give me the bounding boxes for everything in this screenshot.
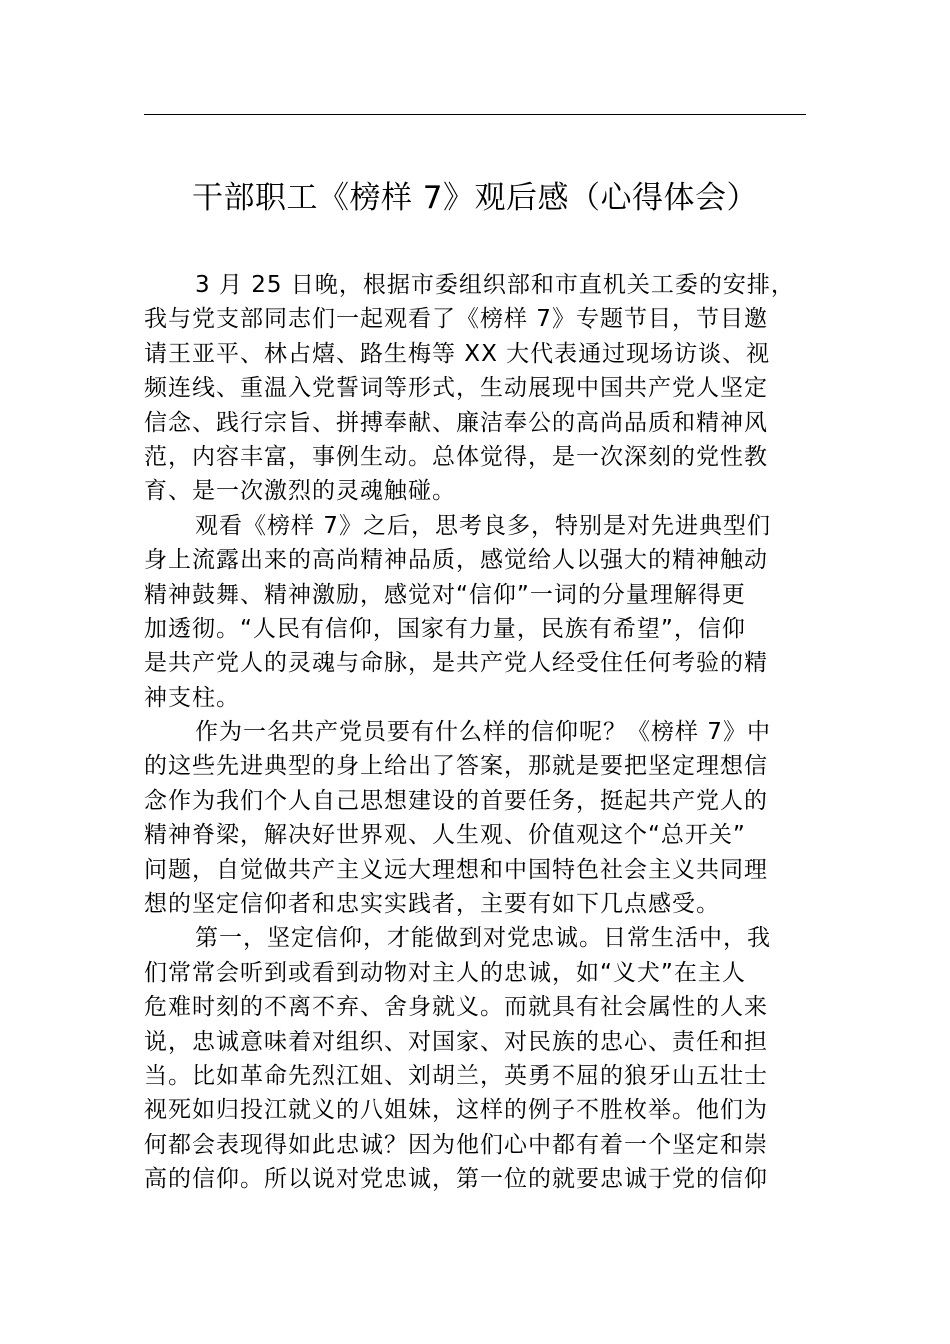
text-line: 3 月 25 日晚，根据市委组织部和市直机关工委的安排， xyxy=(195,272,795,298)
text-line: 加透彻。“人民有信仰，国家有力量，民族有希望”，信仰 xyxy=(144,615,746,642)
text-line: 我与党支部同志们一起观看了《榜样 7》专题节目，节目邀 xyxy=(144,306,768,333)
text-line: 精神鼓舞、精神激励，感觉对“信仰”一词的分量理解得更 xyxy=(144,581,746,608)
document-title: 干部职工《榜样 7》观后感（心得体会） xyxy=(191,180,759,216)
text-line: 请王亚平、林占熺、路生梅等 XX 大代表通过现场访谈、视 xyxy=(144,340,771,367)
text-line: 们常常会听到或看到动物对主人的忠诚，如“义犬”在主人 xyxy=(144,959,746,986)
text-line: 育、是一次激烈的灵魂触碰。 xyxy=(144,478,456,505)
header-rule xyxy=(144,114,806,115)
paragraph-3 xyxy=(144,715,814,921)
text-line: 念作为我们个人自己思想建设的首要任务，挺起共产党人的 xyxy=(144,787,768,814)
text-line: 问题，自觉做共产主义远大理想和中国特色社会主义共同理 xyxy=(144,856,768,883)
document-body xyxy=(144,268,814,1197)
paragraph-2 xyxy=(144,509,814,715)
text-line: 说，忠诚意味着对组织、对国家、对民族的忠心、责任和担 xyxy=(144,1028,768,1055)
text-line: 想的坚定信仰者和忠实实践者，主要有如下几点感受。 xyxy=(144,891,720,918)
text-line: 是共产党人的灵魂与命脉，是共产党人经受住任何考验的精 xyxy=(144,650,768,677)
text-line: 身上流露出来的高尚精神品质，感觉给人以强大的精神触动 xyxy=(144,547,768,574)
text-line: 何都会表现得如此忠诚？因为他们心中都有着一个坚定和崇 xyxy=(144,1131,768,1158)
paragraph-4 xyxy=(144,921,814,1196)
text-line: 观看《榜样 7》之后，思考良多，特别是对先进典型们 xyxy=(195,512,771,539)
text-line: 精神脊梁，解决好世界观、人生观、价值观这个“总开关” xyxy=(144,822,746,849)
text-line: 范，内容丰富，事例生动。总体觉得，是一次深刻的党性教 xyxy=(144,443,768,470)
text-line: 高的信仰。所以说对党忠诚，第一位的就要忠诚于党的信仰 xyxy=(144,1166,768,1193)
text-line: 作为一名共产党员要有什么样的信仰呢？《榜样 7》中 xyxy=(195,719,771,746)
text-line: 信念、践行宗旨、拼搏奉献、廉洁奉公的高尚品质和精神风 xyxy=(144,409,768,436)
text-line: 危难时刻的不离不弃、舍身就义。而就具有社会属性的人来 xyxy=(144,994,768,1021)
text-line: 当。比如革命先烈江姐、刘胡兰，英勇不屈的狼牙山五壮士 xyxy=(144,1062,768,1089)
paragraph-1 xyxy=(144,268,814,509)
text-line: 视死如归投江就义的八姐妹，这样的例子不胜枚举。他们为 xyxy=(144,1097,768,1124)
text-line: 频连线、重温入党誓词等形式，生动展现中国共产党人坚定 xyxy=(144,375,768,402)
text-line: 的这些先进典型的身上给出了答案，那就是要把坚定理想信 xyxy=(144,753,768,780)
text-line: 神支柱。 xyxy=(144,684,240,711)
text-line: 第一，坚定信仰，才能做到对党忠诚。日常生活中，我 xyxy=(195,925,771,952)
